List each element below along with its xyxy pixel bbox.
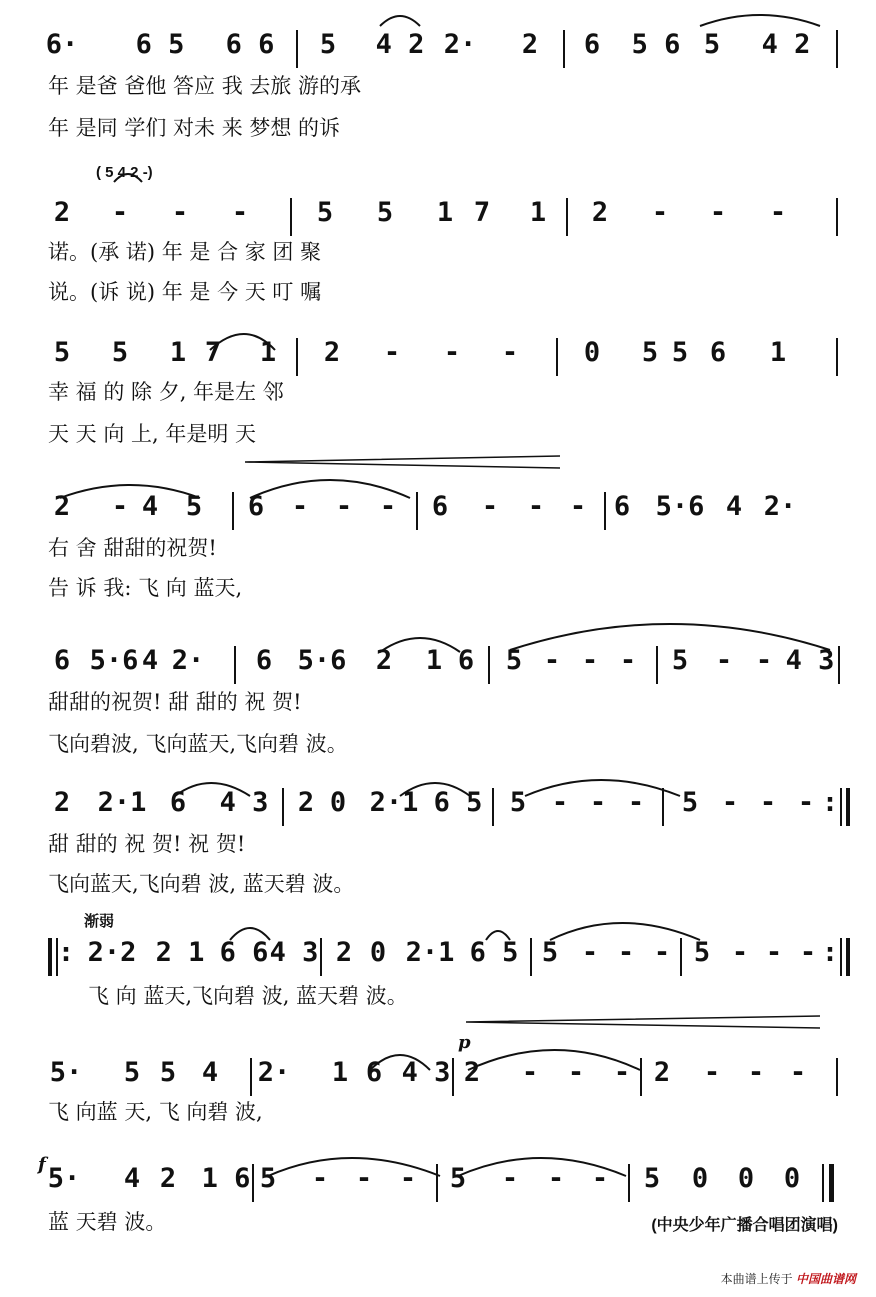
note: - — [797, 787, 815, 818]
barline — [836, 198, 838, 236]
note: 2·1 — [369, 787, 419, 818]
lyric-verse-1 — [0, 378, 876, 408]
lyric-text: 年 是同 学们 对未 来 梦想 的诉 — [48, 116, 341, 140]
note: 4 — [141, 491, 159, 522]
lyric-verse-1 — [0, 688, 876, 718]
lyric-text: 飞 向蓝 天, 飞 向碧 波, — [48, 1100, 263, 1124]
note: - — [651, 197, 669, 228]
note: 5 — [123, 1057, 141, 1088]
lyric-verse-2 — [0, 420, 876, 450]
note: 1 — [425, 645, 443, 676]
note: 6 — [53, 645, 71, 676]
note: - — [747, 1057, 765, 1088]
note: - — [581, 645, 599, 676]
note: 5 — [671, 645, 689, 676]
note: 6 — [709, 337, 727, 368]
note: - — [521, 1057, 539, 1088]
note: - — [567, 1057, 585, 1088]
lyric-verse-2 — [0, 574, 876, 604]
notes-row — [0, 490, 876, 530]
note: 6 5 — [433, 787, 483, 818]
barline — [829, 1164, 834, 1202]
note: 2· — [171, 645, 205, 676]
note: 0 — [691, 1163, 709, 1194]
barline — [296, 338, 298, 376]
notes-row — [0, 28, 876, 68]
note: 5 — [509, 787, 527, 818]
note: 6 — [583, 29, 601, 60]
note: 4 3 — [785, 645, 835, 676]
barline — [656, 646, 658, 684]
barline — [846, 938, 850, 976]
barline — [680, 938, 682, 976]
lyric-verse-1 — [0, 534, 876, 564]
barline — [628, 1164, 630, 1202]
barline — [290, 198, 292, 236]
note: 5 — [681, 787, 699, 818]
lyric-text: 诺。(承 诺) 年 是 合 家 团 聚 — [48, 240, 322, 264]
note: 2 1 — [155, 937, 205, 968]
note: 4 3 — [219, 787, 269, 818]
barline — [492, 788, 494, 826]
note: 2 — [591, 197, 609, 228]
note: 0 — [737, 1163, 755, 1194]
note: - — [789, 1057, 807, 1088]
barline — [640, 1058, 642, 1096]
barline — [836, 30, 838, 68]
note: - — [591, 1163, 609, 1194]
lyric-text: 蓝 天碧 波。 — [48, 1210, 167, 1234]
barline — [556, 338, 558, 376]
note: 6 — [247, 491, 265, 522]
note: 1 — [169, 337, 187, 368]
note: 2· — [763, 491, 797, 522]
note: 0 — [329, 787, 347, 818]
note: 2 — [463, 1057, 481, 1088]
note: 7 — [204, 337, 222, 368]
note: - — [755, 645, 773, 676]
barline — [822, 1164, 824, 1202]
barline — [836, 338, 838, 376]
note: 5 — [693, 937, 711, 968]
note: 6 — [613, 491, 631, 522]
note: - — [335, 491, 353, 522]
barline — [530, 938, 532, 976]
lyric-text: 年 是爸 爸他 答应 我 去旅 游的承 — [48, 74, 362, 98]
note: 0 — [583, 337, 601, 368]
dynamics-mark: f — [38, 1154, 46, 1175]
note: 5 — [449, 1163, 467, 1194]
note: 5· — [47, 1163, 81, 1194]
note: 7 — [473, 197, 491, 228]
note: 2 — [53, 197, 71, 228]
barline — [282, 788, 284, 826]
prelude-note: ( 5 4 2 -) — [96, 164, 153, 181]
note: 4 3 — [401, 1057, 451, 1088]
note: 2 — [375, 645, 393, 676]
note: 5 — [703, 29, 721, 60]
note: 6 5 — [469, 937, 519, 968]
note: 0 — [369, 937, 387, 968]
barline — [320, 938, 322, 976]
note: 5 — [319, 29, 337, 60]
barline — [840, 938, 842, 976]
note: 6 — [169, 787, 187, 818]
barline — [436, 1164, 438, 1202]
note: - — [111, 197, 129, 228]
lyric-text: 右 舍 甜甜的祝贺! — [48, 536, 217, 560]
lyric-verse-2 — [0, 730, 876, 760]
note: - — [543, 645, 561, 676]
barline — [296, 30, 298, 68]
note: 6 6 — [219, 937, 269, 968]
note: 5· — [49, 1057, 83, 1088]
note: 5 — [671, 337, 689, 368]
barline — [416, 492, 418, 530]
note: 5·6 — [89, 645, 139, 676]
lyric-verse-1 — [0, 238, 876, 268]
note: - — [759, 787, 777, 818]
barline — [604, 492, 606, 530]
note: 5 — [643, 1163, 661, 1194]
lyric-verse-1 — [0, 982, 876, 1012]
note: 6 — [365, 1057, 383, 1088]
note: 5 — [53, 337, 71, 368]
dynamics-mark: p — [458, 1032, 471, 1053]
note: 2 — [335, 937, 353, 968]
lyric-text: 告 诉 我: 飞 向 蓝天, — [48, 576, 243, 600]
note: - — [765, 937, 783, 968]
lyric-verse-2 — [0, 278, 876, 308]
note: 0 — [783, 1163, 801, 1194]
notes-row — [0, 786, 876, 826]
note: 4 — [725, 491, 743, 522]
note: - — [355, 1163, 373, 1194]
notes-row — [0, 1162, 876, 1202]
note: - — [383, 337, 401, 368]
note: - — [481, 491, 499, 522]
note: 6 — [457, 645, 475, 676]
barline — [846, 788, 850, 826]
note: - — [111, 491, 129, 522]
lyric-verse-2 — [0, 114, 876, 144]
note: 2· — [257, 1057, 291, 1088]
note: 5 — [185, 491, 203, 522]
lyric-text: 幸 福 的 除 夕, 年是左 邻 — [48, 380, 284, 404]
barline — [563, 30, 565, 68]
note: 5·6 — [655, 491, 705, 522]
note: - — [231, 197, 249, 228]
note: 5·6 — [297, 645, 347, 676]
note: - — [627, 787, 645, 818]
note: - — [721, 787, 739, 818]
upload-footer — [721, 1270, 856, 1287]
note: 1 — [436, 197, 454, 228]
note: 6· — [45, 29, 79, 60]
slur — [700, 15, 820, 26]
note: 5 — [316, 197, 334, 228]
note: - — [613, 1057, 631, 1088]
note: - — [527, 491, 545, 522]
note: - — [547, 1163, 565, 1194]
note: 6 — [431, 491, 449, 522]
note: - — [709, 197, 727, 228]
note: 4 — [201, 1057, 219, 1088]
barline — [234, 646, 236, 684]
note: - — [311, 1163, 329, 1194]
note: - — [653, 937, 671, 968]
note: 4 — [123, 1163, 141, 1194]
note: - — [501, 337, 519, 368]
note: - — [769, 197, 787, 228]
notes-row — [0, 1056, 876, 1096]
note: - — [171, 197, 189, 228]
repeat-end: : — [821, 937, 839, 968]
note: 2· — [443, 29, 477, 60]
lyric-verse-2 — [0, 870, 876, 900]
note: 1 — [331, 1057, 349, 1088]
note: - — [617, 937, 635, 968]
barline — [452, 1058, 454, 1096]
note: 1 6 — [201, 1163, 251, 1194]
lyric-text: 飞向碧波, 飞向蓝天,飞向碧 波。 — [48, 732, 348, 756]
note: 5 — [259, 1163, 277, 1194]
notes-row — [0, 936, 876, 976]
note: - — [581, 937, 599, 968]
note: 5 — [376, 197, 394, 228]
note: - — [799, 937, 817, 968]
lyric-text: 飞向蓝天,飞向碧 波, 蓝天碧 波。 — [48, 872, 355, 896]
note: - — [379, 491, 397, 522]
note: 4 2 — [761, 29, 811, 60]
note: - — [551, 787, 569, 818]
lyric-text: 甜甜的祝贺! 甜 甜的 祝 贺! — [48, 690, 302, 714]
note: 4 3 — [269, 937, 319, 968]
note: 2 — [297, 787, 315, 818]
barline — [838, 646, 840, 684]
note: 5 — [641, 337, 659, 368]
note: 2·1 — [97, 787, 147, 818]
note: - — [589, 787, 607, 818]
performer-credit: (中央少年广播合唱团演唱) — [651, 1217, 838, 1234]
note: - — [703, 1057, 721, 1088]
barline — [232, 492, 234, 530]
barline — [836, 1058, 838, 1096]
notes-row — [0, 196, 876, 236]
note: 2·1 — [405, 937, 455, 968]
note: - — [731, 937, 749, 968]
barline — [662, 788, 664, 826]
note: - — [569, 491, 587, 522]
barline — [488, 646, 490, 684]
note: 2 — [53, 491, 71, 522]
note: 2 — [521, 29, 539, 60]
note: 2·2 — [87, 937, 137, 968]
lyric-verse-1 — [0, 830, 876, 860]
lyric-text: 天 天 向 上, 年是明 天 — [48, 422, 257, 446]
note: 5 — [159, 1057, 177, 1088]
note: 4 — [141, 645, 159, 676]
barline — [250, 1058, 252, 1096]
note: 1 — [529, 197, 547, 228]
lyric-text: 说。(诉 说) 年 是 今 天 叮 嘱 — [48, 280, 322, 304]
note: - — [619, 645, 637, 676]
note: - — [501, 1163, 519, 1194]
note: 2 — [159, 1163, 177, 1194]
note: 6 6 — [225, 29, 275, 60]
lyric-verse-1 — [0, 72, 876, 102]
note: 1 — [259, 337, 277, 368]
note: 2 — [653, 1057, 671, 1088]
barline — [252, 1164, 254, 1202]
note: 5 6 — [631, 29, 681, 60]
note: - — [443, 337, 461, 368]
note: 5 — [505, 645, 523, 676]
barline — [48, 938, 52, 976]
notes-row — [0, 644, 876, 684]
dynamics-mark: 渐弱 — [84, 913, 115, 930]
site-logo: 中国曲谱网 — [795, 1272, 856, 1286]
barline — [566, 198, 568, 236]
slur — [380, 16, 420, 26]
note: 1 — [769, 337, 787, 368]
crescendo-mark — [245, 456, 560, 468]
note: 6 — [255, 645, 273, 676]
note: 5 — [541, 937, 559, 968]
repeat-end: : — [821, 787, 839, 818]
note: 2 — [53, 787, 71, 818]
lyric-verse-1 — [0, 1098, 876, 1128]
note: - — [291, 491, 309, 522]
lyric-text: 飞 向 蓝天,飞向碧 波, 蓝天碧 波。 — [88, 984, 408, 1008]
repeat-start: : — [57, 937, 75, 968]
note: 2 — [323, 337, 341, 368]
note: 6 5 — [135, 29, 185, 60]
note: - — [715, 645, 733, 676]
note: 4 2 — [375, 29, 425, 60]
lyric-text: 甜 甜的 祝 贺! 祝 贺! — [48, 832, 246, 856]
notes-row — [0, 336, 876, 376]
decrescendo-mark — [466, 1016, 820, 1028]
footer-prefix: 本曲谱上传于 — [720, 1272, 793, 1286]
barline — [840, 788, 842, 826]
note: - — [399, 1163, 417, 1194]
note: 5 — [111, 337, 129, 368]
